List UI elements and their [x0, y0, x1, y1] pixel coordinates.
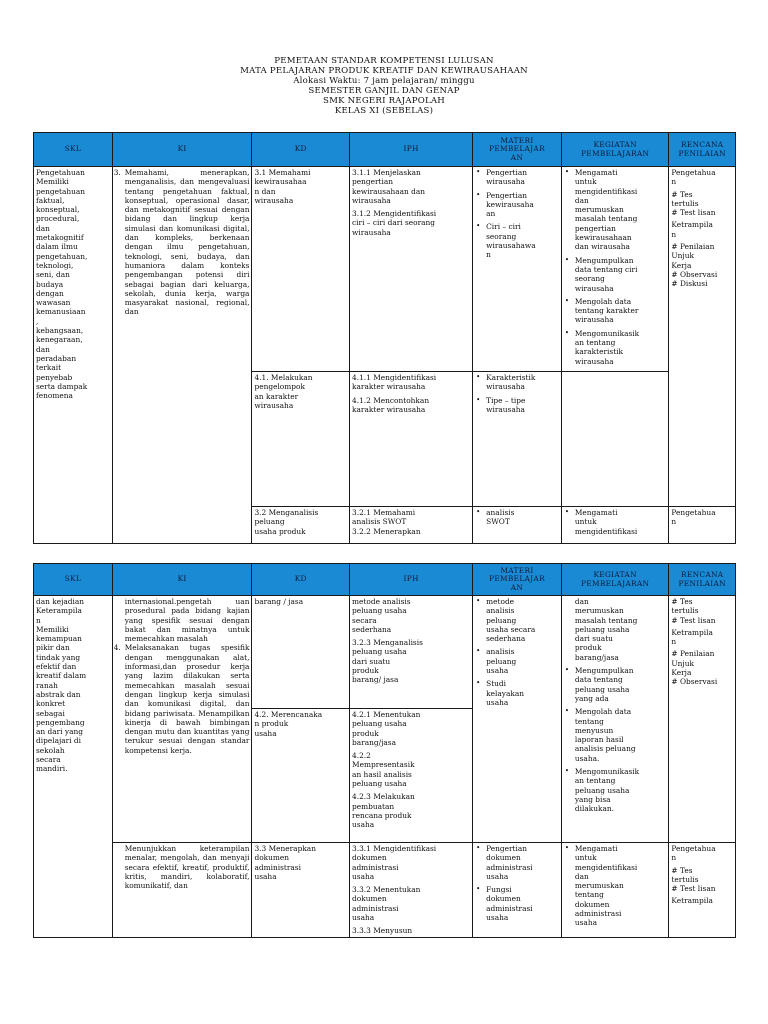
ki-item-4	[115, 643, 250, 755]
col-header-skl: SKL	[34, 564, 113, 596]
iph-item: 3.3.3 Menyusun	[352, 926, 413, 936]
kd-cell: 3.1 Memahami kewirausahaa n dan wirausaha	[252, 167, 350, 372]
table-row	[34, 596, 736, 709]
iph-item: 3.3.1 Mengidentifikasi dokumen administrasi usaha	[352, 844, 437, 881]
kd-cell: 4.2. Merencanaka n produk usaha	[252, 709, 350, 843]
penilaian-item: # Diskusi	[671, 279, 708, 289]
col-header-kegiatan: KEGIATAN PEMBELAJARAN	[561, 564, 669, 596]
kd-cell: 3.2 Menganalisis peluang usaha produk	[252, 506, 350, 543]
penilaian-item: # Tes tertulis	[671, 865, 699, 884]
col-header-kegiatan: KEGIATAN PEMBELAJARAN	[561, 133, 669, 167]
iph-cell	[350, 371, 473, 506]
ki-number: 3.	[113, 168, 121, 177]
skl-cell: dan kejadian Keterampila n Memiliki kemampuan pikir dan tindak yang efektif dan kreatif dalam ranah abstrak dan konkret sebagai pengembang an dari yang dipelajari di sekolah secara mandiri.	[34, 596, 113, 938]
penilaian-item: # Test lisan	[671, 615, 716, 625]
kd-cell: barang / jasa	[252, 596, 350, 709]
iph-item: 4.1.1 Mengidentifikasi karakter wirausaha	[352, 372, 437, 392]
penilaian-item: # Penilaian Unjuk Kerja	[671, 649, 715, 678]
penilaian-item: # Test lisan	[671, 884, 716, 894]
col-header-ki: KI	[112, 564, 252, 596]
iph-cell: 3.2.1 Memahami analisis SWOT 3.2.2 Menerapkan	[350, 506, 473, 543]
kegiatan-item: dan merumuskan masalah tentang peluang usaha dari suatu produk barang/jasa	[574, 597, 638, 662]
competency-table-part-1	[33, 132, 736, 544]
iph-cell	[350, 843, 473, 938]
materi-item: • Karakteristik wirausaha	[476, 372, 536, 392]
materi-cell	[473, 371, 562, 506]
materi-cell	[473, 506, 562, 543]
penilaian-item: Pengetahua n	[671, 168, 716, 187]
kegiatan-item: • Mengumpulkan data tentang peluang usaha yang ada	[564, 666, 634, 703]
iph-item: 3.1.1 Menjelaskan pengertian kewirausahaan dan wirausaha	[352, 168, 426, 205]
kegiatan-item: • Mengolah data tentang karakter wirausaha	[564, 296, 639, 325]
iph-item: 3.2.3 Menganalisis peluang usaha dari suatu produk barang/ jasa	[352, 638, 423, 685]
ki-text: Melaksanakan tugas spesifik dengan menggunakan alat, informasi,dan prosedur kerja yang lazim dilakukan serta memecahkan masalah sesuai dengan lingkup kerja simulasi dan komunikasi digital, dan bidang pariwisata. Menampilkan kinerja di bawah bimbingan dengan mutu dan kuantitas yang terukur sesuai dengan standar kompetensi kerja.	[124, 643, 250, 755]
penilaian-item: # Observasi	[671, 269, 718, 279]
kegiatan-item: • Mengamati untuk mengidentifikasi dan merumuskan masalah tentang pengertian kewirausahaan dan wirausaha	[564, 168, 638, 252]
doc-title: PEMETAAN STANDAR KOMPETENSI LULUSAN	[274, 56, 494, 66]
penilaian-item: # Penilaian Unjuk Kerja	[671, 242, 715, 270]
iph-cell	[350, 167, 473, 372]
col-header-iph: IPH	[350, 564, 473, 596]
doc-time-allocation: Alokasi Waktu: 7 jam pelajaran/ minggu	[293, 76, 475, 87]
kd-cell: 4.1. Melakukan pengelompok an karakter wirausaha	[252, 371, 350, 506]
kegiatan-item: • Mengamati untuk mengidentifikasi dan merumuskan tentang dokumen administrasi usaha	[564, 844, 638, 928]
materi-item: • Pengertian kewirausaha an	[476, 190, 534, 219]
ki-continued-text: internasional.pengetah uan prosedural pada bidang kajian yang spesifik sesuai dengan bakat dan minatnya untuk memecahkan masalah	[124, 597, 250, 644]
penilaian-item: Ketrampila n	[671, 220, 713, 239]
table-row	[34, 843, 736, 938]
ki-item-3	[115, 168, 250, 317]
ki-number: 4.	[113, 643, 121, 653]
kegiatan-item: • Mengamati untuk mengidentifikasi	[564, 507, 638, 536]
table-row	[34, 167, 736, 372]
kegiatan-cell	[561, 506, 669, 543]
table-header-row	[34, 564, 736, 596]
materi-item: • Studi kelayakan usaha	[476, 679, 524, 707]
iph-item: 3.3.2 Menentukan dokumen administrasi usaha	[352, 885, 421, 923]
iph-item: 4.1.2 Mencontohkan karakter wirausaha	[352, 395, 430, 414]
materi-item: • analisis SWOT	[476, 507, 515, 527]
rencana-cell	[669, 843, 736, 938]
materi-item: • Ciri – ciri seorang wirausahawa n	[476, 222, 536, 260]
document-header	[0, 56, 768, 117]
materi-cell	[473, 167, 562, 372]
kegiatan-item: • Mengumpulkan data tentang ciri seorang wirausaha	[564, 255, 638, 293]
kegiatan-cell-continued	[561, 371, 669, 506]
doc-subject: MATA PELAJARAN PRODUK KREATIF DAN KEWIRAUSAHAAN	[240, 66, 528, 77]
competency-table-part-2	[33, 563, 736, 938]
ki-cell	[112, 843, 252, 938]
kd-cell: 3.3 Menerapkan dokumen administrasi usaha	[252, 843, 350, 938]
doc-semester: SEMESTER GANJIL DAN GENAP	[308, 86, 460, 97]
kegiatan-item: • Mengolah data tentang menyusun laporan hasil analisis peluang usaha.	[564, 707, 636, 763]
materi-item: • Tipe – tipe wirausaha	[476, 395, 526, 414]
doc-school: SMK NEGERI RAJAPOLAH	[323, 96, 445, 107]
iph-item: 4.2.1 Menentukan peluang usaha produk barang/jasa	[352, 710, 421, 747]
materi-item: • analisis peluang usaha	[476, 647, 517, 676]
penilaian-item: Pengetahua n	[671, 844, 716, 863]
col-header-materi: MATERI PEMBELAJAR AN	[473, 133, 562, 167]
col-header-materi: MATERI PEMBELAJAR AN	[473, 564, 562, 596]
penilaian-item: Ketrampila n	[671, 627, 713, 647]
iph-item: 4.2.3 Melakukan pembuatan rencana produk usaha	[352, 792, 415, 830]
iph-cell	[350, 709, 473, 843]
kegiatan-item: • Mengomunikasik an tentang peluang usaha yang bisa dilakukan.	[564, 767, 640, 814]
kegiatan-cell	[561, 167, 669, 372]
materi-cell	[473, 843, 562, 938]
col-header-ki: KI	[112, 133, 252, 167]
iph-item: 3.1.2 Mengidentifikasi ciri – ciri dari seorang wirausaha	[352, 209, 437, 237]
rencana-cell	[669, 596, 736, 843]
ki-text: Menunjukkan keterampilan menalar, mengolah, dan menyaji secara efektif, kreatif, produktif, kritis, mandiri, kolaboratif, komunikatif, dan	[124, 844, 250, 891]
penilaian-item: # Tes tertulis	[671, 597, 699, 616]
materi-item: • Fungsi dokumen administrasi usaha	[476, 885, 533, 923]
iph-item: metode analisis peluang usaha secara sederhana	[352, 597, 411, 634]
ki-cell	[112, 167, 252, 544]
ki-text: Memahami, menerapkan, menganalisis, dan mengevaluasi tentang pengetahuan faktual, konseptual, operasional dasar, dan metakognitif sesuai dengan bidang dan lingkup kerja simulasi dan komunikasi digital, dan kompleks, berkenaan dengan ilmu pengetahuan, teknologi, seni, budaya, dan humaniora dalam konteks pengembangan potensi diri sebagai bagian dari keluarga, sekolah, dunia kerja, warga masyarakat nasional, regional, dan	[124, 168, 250, 317]
col-header-iph: IPH	[350, 133, 473, 167]
materi-item: • metode analisis peluang usaha secara sederhana	[476, 597, 536, 644]
materi-cell	[473, 596, 562, 843]
col-header-kd: KD	[252, 133, 350, 167]
ki-cell	[112, 596, 252, 843]
rencana-cell	[669, 167, 736, 507]
kegiatan-item: • Mengomunikasik an tentang karakteristik wirausaha	[564, 328, 640, 366]
kegiatan-cell	[561, 843, 669, 938]
table-header-row	[34, 133, 736, 167]
kegiatan-cell	[561, 596, 669, 843]
penilaian-item: # Observasi	[671, 677, 718, 687]
col-header-rencana: RENCANA PENILAIAN	[669, 133, 736, 167]
col-header-rencana: RENCANA PENILAIAN	[669, 564, 736, 596]
rencana-cell: Pengetahua n	[669, 506, 736, 543]
penilaian-item: # Tes tertulis	[671, 189, 699, 208]
iph-cell	[350, 596, 473, 709]
col-header-kd: KD	[252, 564, 350, 596]
skl-cell: Pengetahuan Memiliki pengetahuan faktual, konseptual, procedural, dan metakognitif dalam ilmu pengetahuan, teknologi, seni, dan budaya dengan wawasan kemanusiaan , kebangsaan, kenegaraan, dan peradaban terkait penyebab serta dampak fenomena	[34, 167, 113, 544]
col-header-skl: SKL	[34, 133, 113, 167]
materi-item: • Pengertian dokumen administrasi usaha	[476, 844, 533, 881]
penilaian-item: # Test lisan	[671, 208, 716, 218]
doc-class: KELAS XI (SEBELAS)	[334, 106, 434, 117]
penilaian-item: Ketrampila	[671, 896, 713, 906]
iph-item: 4.2.2 Mempresentasik an hasil analisis peluang usaha	[352, 751, 415, 789]
materi-item: • Pengertian wirausaha	[476, 168, 528, 187]
